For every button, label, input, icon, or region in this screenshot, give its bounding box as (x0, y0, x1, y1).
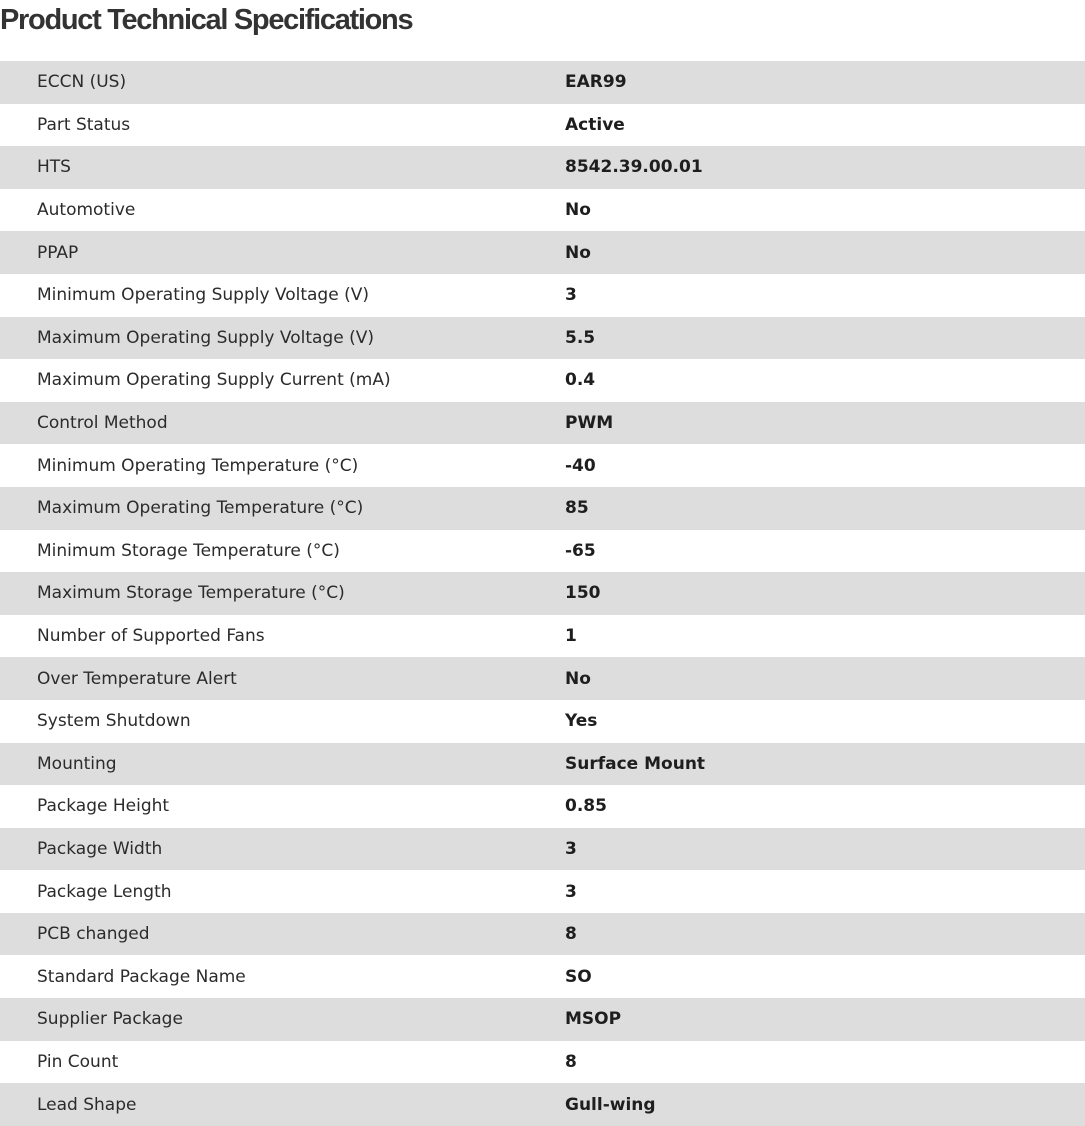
spec-label: Maximum Storage Temperature (°C) (0, 572, 565, 615)
spec-value: 8542.39.00.01 (565, 146, 1085, 189)
spec-value: Gull-wing (565, 1083, 1085, 1126)
spec-row (0, 402, 1085, 445)
spec-value: 5.5 (565, 317, 1085, 360)
spec-row (0, 913, 1085, 956)
spec-value: 8 (565, 1041, 1085, 1084)
spec-value: SO (565, 955, 1085, 998)
spec-value: No (565, 189, 1085, 232)
spec-value: 150 (565, 572, 1085, 615)
spec-value: -40 (565, 444, 1085, 487)
spec-row (0, 317, 1085, 360)
spec-row (0, 104, 1085, 147)
page-title: Product Technical Specifications (0, 4, 413, 36)
spec-label: Automotive (0, 189, 565, 232)
spec-row (0, 146, 1085, 189)
spec-value: 3 (565, 870, 1085, 913)
spec-row (0, 189, 1085, 232)
spec-label: PPAP (0, 231, 565, 274)
spec-label: Over Temperature Alert (0, 657, 565, 700)
spec-row (0, 530, 1085, 573)
spec-row (0, 700, 1085, 743)
spec-label: Mounting (0, 743, 565, 786)
spec-row (0, 487, 1085, 530)
spec-label: Minimum Operating Supply Voltage (V) (0, 274, 565, 317)
spec-row (0, 359, 1085, 402)
spec-value: Surface Mount (565, 743, 1085, 786)
spec-label: Lead Shape (0, 1083, 565, 1126)
spec-value: No (565, 657, 1085, 700)
spec-value: 85 (565, 487, 1085, 530)
spec-label: Pin Count (0, 1041, 565, 1084)
spec-value: 3 (565, 828, 1085, 871)
spec-label: Maximum Operating Supply Voltage (V) (0, 317, 565, 360)
spec-value: Yes (565, 700, 1085, 743)
spec-value: EAR99 (565, 61, 1085, 104)
spec-row (0, 998, 1085, 1041)
spec-row (0, 657, 1085, 700)
spec-row (0, 743, 1085, 786)
spec-value: 3 (565, 274, 1085, 317)
spec-row (0, 274, 1085, 317)
spec-value: Active (565, 104, 1085, 147)
spec-label: Package Length (0, 870, 565, 913)
spec-row (0, 231, 1085, 274)
spec-table (0, 61, 1085, 1126)
spec-label: Supplier Package (0, 998, 565, 1041)
spec-row (0, 1041, 1085, 1084)
spec-table-body (0, 61, 1085, 1126)
spec-label: Maximum Operating Temperature (°C) (0, 487, 565, 530)
spec-label: ECCN (US) (0, 61, 565, 104)
spec-label: PCB changed (0, 913, 565, 956)
spec-label: Control Method (0, 402, 565, 445)
spec-label: HTS (0, 146, 565, 189)
spec-row (0, 785, 1085, 828)
spec-row (0, 615, 1085, 658)
spec-row (0, 444, 1085, 487)
spec-value: -65 (565, 530, 1085, 573)
spec-value: PWM (565, 402, 1085, 445)
spec-label: Part Status (0, 104, 565, 147)
spec-label: Package Height (0, 785, 565, 828)
spec-label: Number of Supported Fans (0, 615, 565, 658)
spec-row (0, 61, 1085, 104)
spec-value: 1 (565, 615, 1085, 658)
spec-label: Maximum Operating Supply Current (mA) (0, 359, 565, 402)
spec-label: Minimum Storage Temperature (°C) (0, 530, 565, 573)
spec-row (0, 955, 1085, 998)
spec-value: MSOP (565, 998, 1085, 1041)
spec-label: Package Width (0, 828, 565, 871)
spec-label: Minimum Operating Temperature (°C) (0, 444, 565, 487)
spec-label: Standard Package Name (0, 955, 565, 998)
spec-value: 0.4 (565, 359, 1085, 402)
spec-value: No (565, 231, 1085, 274)
spec-value: 8 (565, 913, 1085, 956)
spec-row (0, 828, 1085, 871)
spec-row (0, 1083, 1085, 1126)
spec-value: 0.85 (565, 785, 1085, 828)
spec-label: System Shutdown (0, 700, 565, 743)
spec-row (0, 870, 1085, 913)
spec-row (0, 572, 1085, 615)
